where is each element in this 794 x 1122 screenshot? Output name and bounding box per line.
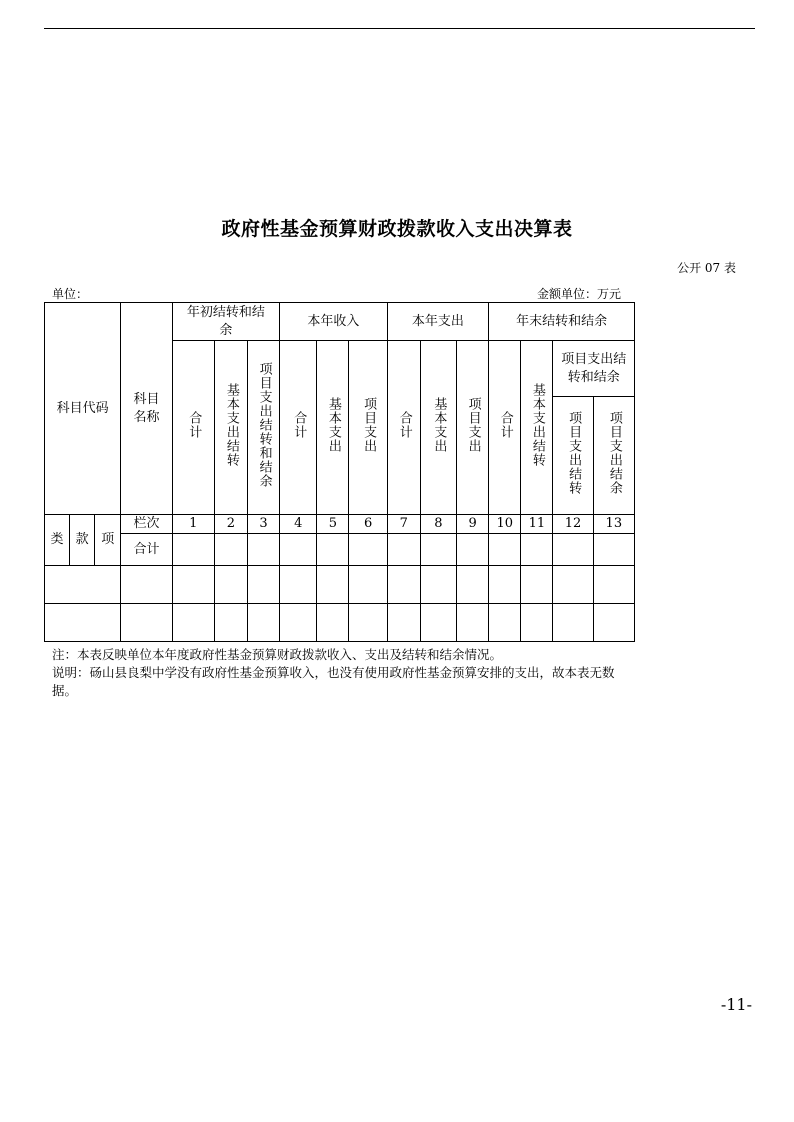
end-balance-header: 年末结转和结余 xyxy=(489,303,635,341)
column-number: 13 xyxy=(593,515,634,534)
table-cell xyxy=(214,604,247,642)
expense-header: 本年支出 xyxy=(387,303,488,341)
page-title: 政府性基金预算财政拨款收入支出决算表 xyxy=(221,218,573,240)
table-cell xyxy=(521,534,553,566)
table-cell xyxy=(420,604,456,642)
column-number: 10 xyxy=(489,515,521,534)
code-part-section: 款 xyxy=(70,515,95,566)
column-number: 3 xyxy=(247,515,279,534)
table-cell xyxy=(45,604,121,642)
table-explanation: 说明：砀山县良梨中学没有政府性基金预算收入，也没有使用政府性基金预算安排的支出，故本表无数据。 xyxy=(52,665,615,698)
income-header: 本年收入 xyxy=(280,303,388,341)
table-cell xyxy=(172,604,214,642)
column-number: 11 xyxy=(521,515,553,534)
table-cell xyxy=(387,534,420,566)
table-cell xyxy=(317,604,349,642)
column-number: 2 xyxy=(214,515,247,534)
table-cell xyxy=(457,534,489,566)
table-cell xyxy=(553,566,593,604)
table-cell xyxy=(247,604,279,642)
table-cell xyxy=(553,534,593,566)
code-part-class: 类 xyxy=(45,515,70,566)
begin-balance-header: 年初结转和结余 xyxy=(172,303,280,341)
end-total-header: 合计 xyxy=(489,341,521,515)
table-cell xyxy=(172,566,214,604)
column-number: 6 xyxy=(349,515,387,534)
table-cell xyxy=(317,534,349,566)
table-cell xyxy=(349,604,387,642)
unit-label: 单位： xyxy=(52,287,89,301)
table-cell xyxy=(521,566,553,604)
table-cell xyxy=(45,566,121,604)
top-rule xyxy=(44,28,755,29)
column-number: 8 xyxy=(420,515,456,534)
subject-name-header: 科目名称 xyxy=(121,303,172,515)
table-cell xyxy=(317,566,349,604)
table-cell xyxy=(457,566,489,604)
column-number: 5 xyxy=(317,515,349,534)
begin-basic-header: 基本支出结转 xyxy=(214,341,247,515)
table-cell xyxy=(521,604,553,642)
end-project-balance-header: 项目支出结余 xyxy=(593,397,634,515)
begin-project-header: 项目支出结转和结余 xyxy=(247,341,279,515)
table-cell xyxy=(247,566,279,604)
table-cell xyxy=(593,534,634,566)
column-number: 1 xyxy=(172,515,214,534)
end-project-carryover-header: 项目支出结转 xyxy=(553,397,593,515)
table-cell xyxy=(593,604,634,642)
table-cell xyxy=(457,604,489,642)
amount-unit-label: 金额单位：万元 xyxy=(537,287,622,301)
table-note: 注：本表反映单位本年度政府性基金预算财政拨款收入、支出及结转和结余情况。 xyxy=(52,647,503,662)
table-cell xyxy=(387,604,420,642)
column-row-label: 栏次 xyxy=(121,515,172,534)
table-cell xyxy=(280,604,317,642)
table-cell xyxy=(349,566,387,604)
table-cell xyxy=(349,534,387,566)
subject-code-header: 科目代码 xyxy=(45,303,121,515)
income-project-header: 项目支出 xyxy=(349,341,387,515)
table-cell xyxy=(280,566,317,604)
page-number: -11- xyxy=(720,995,752,1014)
table-cell xyxy=(121,604,172,642)
table-row xyxy=(45,566,635,604)
table-cell xyxy=(121,566,172,604)
fund-budget-table xyxy=(44,302,635,642)
table-cell xyxy=(420,566,456,604)
column-number: 4 xyxy=(280,515,317,534)
table-cell xyxy=(214,566,247,604)
column-number: 9 xyxy=(457,515,489,534)
code-part-item: 项 xyxy=(95,515,121,566)
table-cell xyxy=(247,534,279,566)
table-cell xyxy=(489,566,521,604)
form-number: 公开 07 表 xyxy=(677,261,736,275)
income-basic-header: 基本支出 xyxy=(317,341,349,515)
begin-total-header: 合计 xyxy=(172,341,214,515)
table-cell xyxy=(593,566,634,604)
end-basic-header: 基本支出结转 xyxy=(521,341,553,515)
table-cell xyxy=(553,604,593,642)
table-cell xyxy=(489,604,521,642)
table-cell xyxy=(214,534,247,566)
table-cell xyxy=(489,534,521,566)
end-project-group-header: 项目支出结转和结余 xyxy=(553,341,635,397)
table-row xyxy=(45,604,635,642)
total-row-label: 合计 xyxy=(121,534,172,566)
column-number: 7 xyxy=(387,515,420,534)
expense-basic-header: 基本支出 xyxy=(420,341,456,515)
table-cell xyxy=(420,534,456,566)
table-cell xyxy=(172,534,214,566)
table-cell xyxy=(387,566,420,604)
expense-total-header: 合计 xyxy=(387,341,420,515)
column-number: 12 xyxy=(553,515,593,534)
table-cell xyxy=(280,534,317,566)
expense-project-header: 项目支出 xyxy=(457,341,489,515)
income-total-header: 合计 xyxy=(280,341,317,515)
